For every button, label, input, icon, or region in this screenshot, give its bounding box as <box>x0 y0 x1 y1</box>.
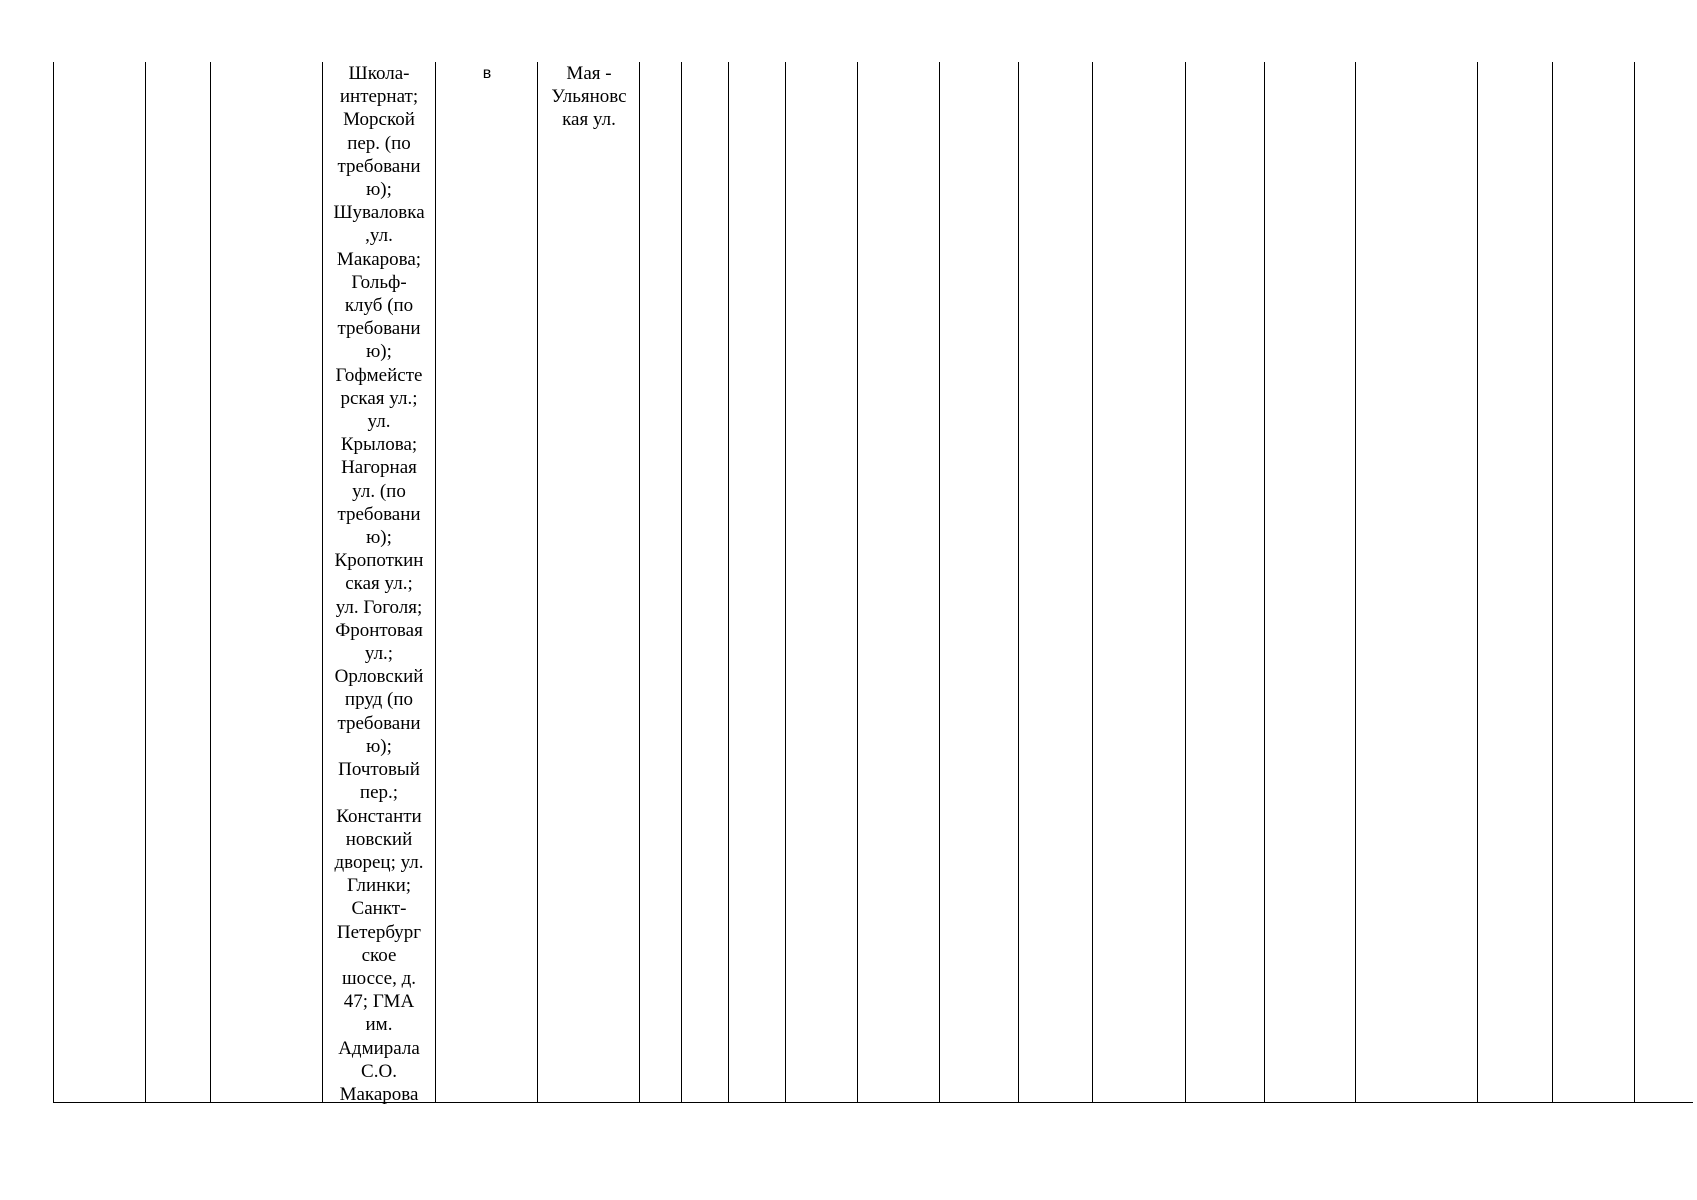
column-border <box>728 62 729 1102</box>
column-border <box>639 62 640 1102</box>
column-border <box>785 62 786 1102</box>
column-border <box>1355 62 1356 1102</box>
column-border <box>145 62 146 1102</box>
schedule-table <box>53 62 1693 1103</box>
column-border <box>210 62 211 1102</box>
column-border <box>435 62 436 1102</box>
column-border <box>1634 62 1635 1102</box>
column-border <box>1264 62 1265 1102</box>
column-border <box>53 62 54 1102</box>
route-end-cell: Мая - Ульяновс кая ул. <box>551 63 627 131</box>
column-border <box>537 62 538 1102</box>
column-border <box>1477 62 1478 1102</box>
column-border <box>857 62 858 1102</box>
column-border <box>1552 62 1553 1102</box>
stops-list-cell: Школа- интернат; Морской пер. (по требовани ю); Шуваловка ,ул. Макарова; Гольф- клуб (по требовани ю); Гофмейсте рская ул.; ул. Крылова; Нагорная ул. (по требовани ю); Кропоткин ская ул.; ул. Гоголя; Фронтовая ул.; Орловский пруд (по требовани ю); Почтовый пер.; Константи новский дворец; ул. Глинки; Санкт- Петербург ское шоссе, д. 47; ГМА им. Адмирала С.О. Макарова <box>333 63 425 1105</box>
column-border <box>322 62 323 1102</box>
direction-cell: в <box>482 65 492 82</box>
column-border <box>1018 62 1019 1102</box>
column-border <box>1185 62 1186 1102</box>
column-border <box>1092 62 1093 1102</box>
column-border <box>939 62 940 1102</box>
column-border <box>681 62 682 1102</box>
